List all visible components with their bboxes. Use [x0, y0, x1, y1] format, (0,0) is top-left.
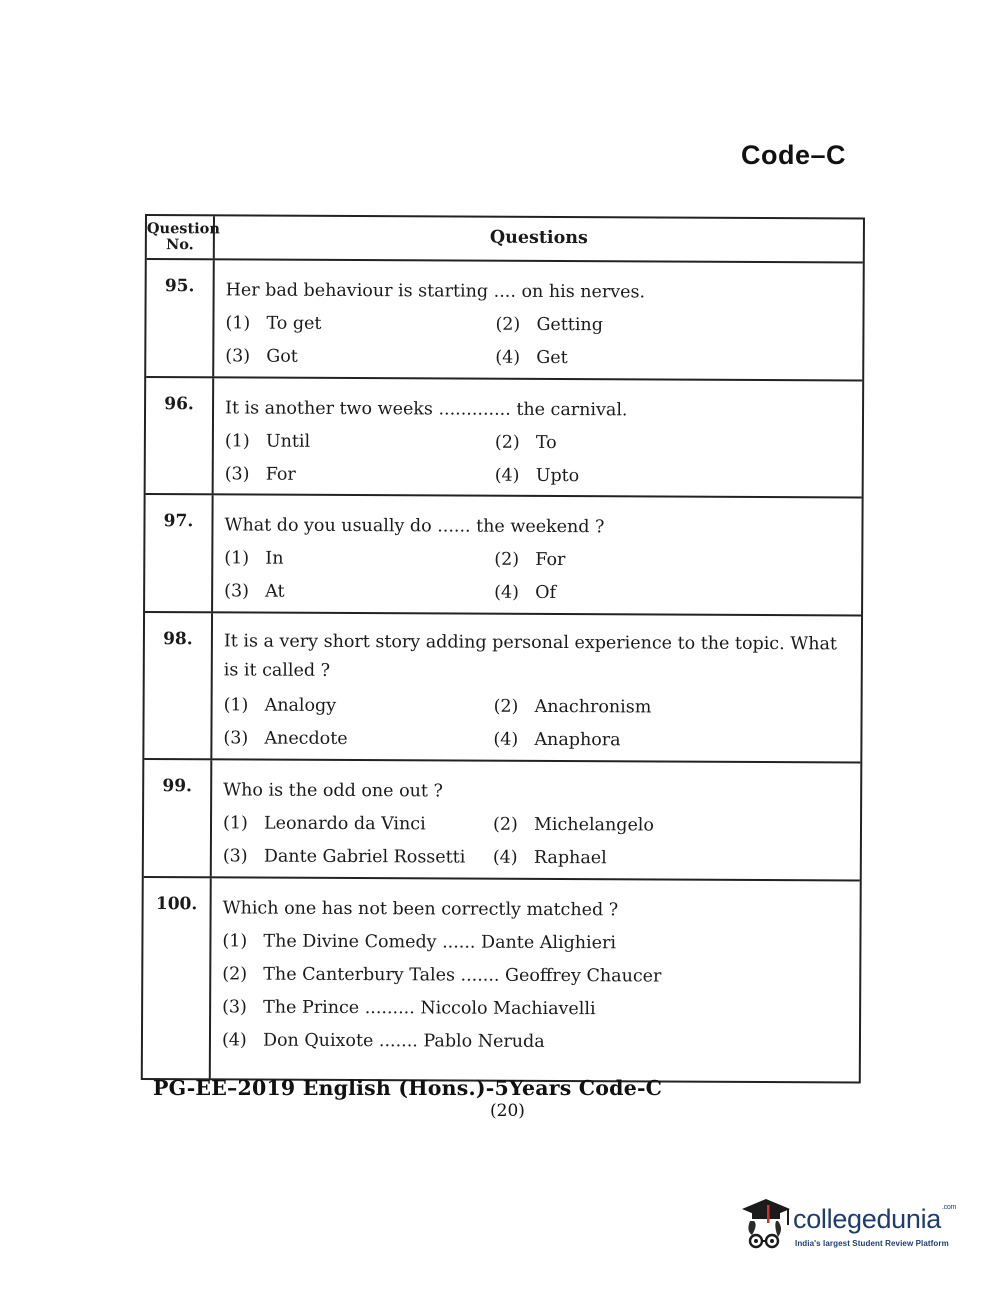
question-body	[212, 613, 861, 761]
option-4	[495, 460, 856, 495]
option-4	[494, 577, 855, 612]
options-list	[222, 925, 854, 1060]
option-3	[222, 991, 853, 1027]
question-body	[211, 878, 860, 1081]
footer-paper-code: PG-EE–2019 English (Hons.)-5Years Code-C	[153, 1076, 663, 1100]
option-3	[224, 575, 494, 609]
question-body	[212, 760, 861, 879]
option-1	[224, 689, 494, 723]
option-4	[222, 1024, 853, 1060]
option-number: (4)	[221, 1030, 247, 1051]
option-number: (1)	[225, 313, 251, 334]
question-text: Her bad behaviour is starting .... on his nerves.	[225, 280, 646, 303]
option-text: Of	[535, 582, 557, 604]
option-2	[494, 544, 855, 579]
option-text: To	[535, 432, 557, 454]
option-2	[222, 958, 853, 994]
logo-tagline: India's largest Student Review Platform	[795, 1239, 949, 1248]
option-text: Anecdote	[264, 728, 348, 749]
question-number: 95.	[146, 260, 215, 376]
collegedunia-logo	[736, 1195, 961, 1257]
option-number: (3)	[224, 581, 250, 602]
option-number: (4)	[493, 729, 519, 750]
option-1	[223, 807, 493, 841]
option-text: Leonardo da Vinci	[263, 813, 426, 835]
option-text: The Prince ......... Niccolo Machiavelli	[263, 997, 596, 1020]
options-grid	[223, 807, 854, 876]
option-number: (2)	[492, 814, 518, 835]
option-2	[494, 691, 855, 726]
question-number: 97.	[145, 495, 214, 611]
question-body	[214, 260, 863, 379]
option-text: Raphael	[533, 847, 607, 869]
header-question-no	[146, 216, 220, 258]
question-text: Which one has not been correctly matched ?	[222, 898, 619, 921]
question-row-100	[143, 878, 860, 1081]
logo-brand-text: collegedunia	[793, 1204, 942, 1234]
option-number: (2)	[494, 549, 520, 570]
question-text: What do you usually do ...... the weekend ?	[224, 515, 605, 538]
option-3	[223, 840, 493, 874]
option-number: (4)	[494, 465, 520, 486]
option-text: At	[265, 581, 285, 602]
option-3	[225, 340, 495, 374]
option-number: (2)	[493, 696, 519, 717]
option-4	[495, 342, 856, 377]
table-header-row	[147, 216, 863, 263]
option-1	[225, 307, 495, 341]
option-text: Anachronism	[534, 696, 652, 718]
option-number: (4)	[492, 847, 518, 868]
option-1	[225, 425, 495, 459]
option-text: Analogy	[264, 695, 337, 716]
option-number: (4)	[495, 347, 521, 368]
option-text: Don Quixote ....... Pablo Neruda	[262, 1030, 545, 1052]
option-text: Michelangelo	[533, 814, 655, 836]
option-text: Get	[536, 347, 568, 369]
header-question-no-line1: Question	[146, 220, 220, 238]
question-text: It is a very short story adding personal experience to the topic. What is it called ?	[223, 631, 838, 681]
option-2	[493, 809, 854, 844]
option-2	[495, 427, 856, 462]
option-text: To get	[266, 313, 322, 334]
question-number: 98.	[144, 613, 213, 758]
option-text: Anaphora	[534, 729, 621, 751]
option-number: (3)	[222, 846, 248, 867]
option-text: For	[535, 549, 566, 571]
logo-brand	[793, 1204, 956, 1235]
question-number: 99.	[144, 760, 213, 876]
option-4	[493, 724, 854, 759]
option-number: (1)	[223, 695, 249, 716]
option-3	[225, 458, 495, 492]
option-4	[493, 842, 854, 877]
header-question-no-line2: No.	[165, 236, 194, 254]
question-text: It is another two weeks ............. the carnival.	[225, 398, 628, 421]
option-text: Got	[266, 346, 298, 367]
option-text: Until	[265, 431, 311, 452]
question-number: 96.	[146, 378, 215, 493]
question-row-99	[144, 760, 861, 881]
option-number: (3)	[224, 464, 250, 485]
option-number: (1)	[224, 548, 250, 569]
option-number: (1)	[222, 813, 248, 834]
option-text: Dante Gabriel Rossetti	[263, 846, 466, 868]
option-number: (3)	[223, 728, 249, 749]
option-number: (1)	[224, 431, 250, 452]
header-questions: Questions	[489, 227, 588, 249]
option-text: In	[265, 548, 284, 569]
question-row-97	[145, 495, 862, 616]
page-number: (20)	[490, 1101, 525, 1121]
logo-suffix: .com	[942, 1204, 957, 1211]
options-grid	[225, 307, 856, 376]
question-number: 100.	[143, 878, 212, 1078]
option-number: (4)	[494, 582, 519, 603]
question-row-95	[146, 260, 863, 381]
option-text: Upto	[535, 465, 580, 487]
option-text: Getting	[536, 314, 603, 336]
questions-table	[141, 214, 865, 1084]
options-grid	[225, 425, 856, 494]
question-text: Who is the odd one out ?	[223, 780, 443, 802]
question-body	[214, 378, 863, 496]
option-3	[223, 722, 493, 756]
paper-code: Code–C	[741, 140, 847, 170]
question-row-96	[146, 378, 863, 498]
option-number: (2)	[495, 314, 521, 335]
option-1	[222, 925, 853, 961]
option-number: (2)	[222, 964, 248, 985]
option-number: (3)	[225, 346, 251, 367]
option-2	[495, 309, 856, 344]
options-grid	[223, 689, 854, 758]
option-1	[224, 542, 494, 576]
options-grid	[224, 542, 855, 611]
graduate-mascot-icon	[736, 1195, 794, 1257]
option-text: For	[265, 464, 296, 485]
option-text: The Divine Comedy ...... Dante Alighieri	[263, 931, 617, 954]
option-text: The Canterbury Tales ....... Geoffrey Chaucer	[263, 964, 662, 987]
question-row-98	[144, 613, 861, 763]
option-number: (1)	[222, 931, 248, 952]
option-number: (2)	[494, 432, 520, 453]
option-number: (3)	[222, 997, 247, 1018]
question-body	[213, 495, 862, 614]
